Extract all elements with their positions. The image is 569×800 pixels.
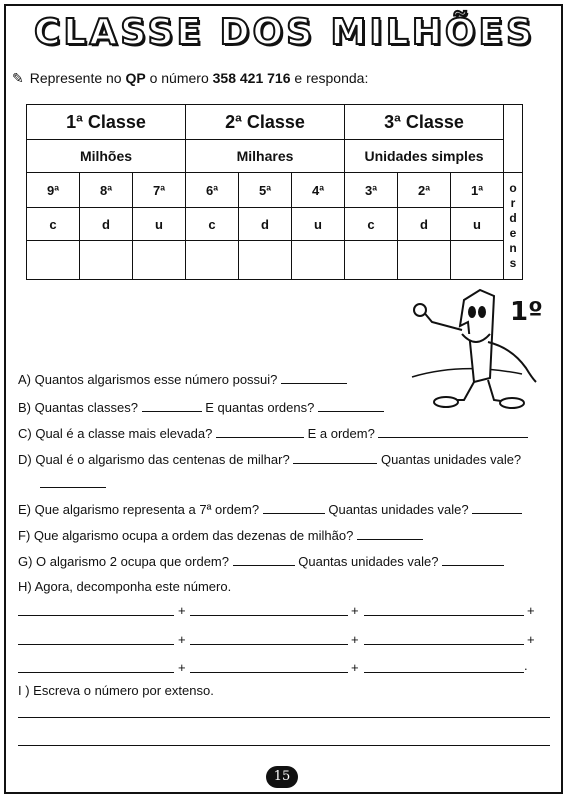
decomposition-line[interactable] <box>364 643 524 645</box>
plus-sign: + <box>351 660 359 675</box>
page-number: 15 <box>266 766 298 788</box>
cdu-cell: c <box>27 208 80 241</box>
answer-line-d1[interactable] <box>293 451 377 464</box>
order-cell: 6ª <box>186 173 239 208</box>
question-b <box>18 399 384 415</box>
order-cell: 4ª <box>292 173 345 208</box>
cdu-cell: d <box>398 208 451 241</box>
ordens-letter: n <box>509 241 517 255</box>
digit-input-cell[interactable] <box>451 241 504 280</box>
cdu-cell: u <box>451 208 504 241</box>
order-cell: 9ª <box>27 173 80 208</box>
plus-sign: + <box>527 632 535 647</box>
order-cell: 3ª <box>345 173 398 208</box>
question-g-text-2: Quantas unidades vale? <box>298 554 439 569</box>
extenso-line[interactable] <box>18 744 550 746</box>
answer-line-d2[interactable] <box>40 486 106 488</box>
intro-middle: o número <box>145 70 213 86</box>
decomposition-line[interactable] <box>18 614 174 616</box>
answer-line-c1[interactable] <box>216 425 304 438</box>
class-header-3: 3ª Classe <box>345 105 504 140</box>
question-f-text: F) Que algarismo ocupa a ordem das dezenas de milhão? <box>18 528 354 543</box>
question-i-text: I ) Escreva o número por extenso. <box>18 683 214 698</box>
intro-suffix: e responda: <box>290 70 369 86</box>
question-b-text-2: E quantas ordens? <box>205 400 315 415</box>
order-cell: 5ª <box>239 173 292 208</box>
ordens-letter: r <box>510 196 516 210</box>
decomposition-line[interactable] <box>364 614 524 616</box>
class-header-1: 1ª Classe <box>27 105 186 140</box>
question-h <box>18 579 231 594</box>
class-name-2: Milhares <box>186 140 345 173</box>
digit-input-cell[interactable] <box>133 241 186 280</box>
plus-sign: + <box>178 603 186 618</box>
question-c-text-2: E a ordem? <box>307 426 375 441</box>
ordens-vertical-label <box>504 173 523 280</box>
class-name-3: Unidades simples <box>345 140 504 173</box>
decomposition-line[interactable] <box>190 671 348 673</box>
question-d-text-1: D) Qual é o algarismo das centenas de milhar? <box>18 452 290 467</box>
decomposition-line[interactable] <box>364 671 524 673</box>
order-cell: 2ª <box>398 173 451 208</box>
question-f <box>18 527 423 543</box>
question-a <box>18 371 347 387</box>
extenso-line[interactable] <box>18 716 550 718</box>
question-e-text-1: E) Que algarismo representa a 7ª ordem? <box>18 502 260 517</box>
cdu-cell: c <box>345 208 398 241</box>
decomposition-line[interactable] <box>18 671 174 673</box>
class-header-2: 2ª Classe <box>186 105 345 140</box>
digit-input-cell[interactable] <box>27 241 80 280</box>
mascot-label: 1º <box>510 297 543 327</box>
decomposition-line[interactable] <box>18 643 174 645</box>
cdu-cell: u <box>133 208 186 241</box>
answer-line-e1[interactable] <box>263 501 325 514</box>
pencil-icon: ✎ <box>12 70 24 86</box>
plus-sign: + <box>178 632 186 647</box>
answer-line-g1[interactable] <box>233 553 295 566</box>
answer-line-e2[interactable] <box>472 501 522 514</box>
intro-instruction <box>12 70 368 87</box>
question-a-text: A) Quantos algarismos esse número possui? <box>18 372 278 387</box>
order-cell: 7ª <box>133 173 186 208</box>
intro-prefix: Represente no <box>29 70 126 86</box>
table-corner-cell <box>504 105 523 173</box>
question-c <box>18 425 528 441</box>
place-value-table <box>26 104 523 280</box>
ordens-letter: e <box>509 226 517 240</box>
order-cell: 1ª <box>451 173 504 208</box>
cdu-cell: c <box>186 208 239 241</box>
plus-sign: + <box>527 603 535 618</box>
answer-line-b1[interactable] <box>142 399 202 412</box>
digit-input-cell[interactable] <box>398 241 451 280</box>
decomposition-line[interactable] <box>190 614 348 616</box>
number-one-mascot-illustration <box>402 282 560 412</box>
intro-qp: QP <box>125 70 146 86</box>
order-cell: 8ª <box>80 173 133 208</box>
class-name-1: Milhões <box>27 140 186 173</box>
ordens-letter: s <box>509 256 517 270</box>
digit-input-cell[interactable] <box>80 241 133 280</box>
question-b-text-1: B) Quantas classes? <box>18 400 138 415</box>
question-g-text-1: G) O algarismo 2 ocupa que ordem? <box>18 554 229 569</box>
ordens-letter: d <box>509 211 517 225</box>
digit-input-cell[interactable] <box>239 241 292 280</box>
question-d <box>18 451 521 467</box>
ordens-letter: o <box>509 181 517 195</box>
plus-sign: + <box>178 660 186 675</box>
end-dot: . <box>524 658 528 673</box>
plus-sign: + <box>351 632 359 647</box>
answer-line-b2[interactable] <box>318 399 384 412</box>
answer-line-f[interactable] <box>357 527 423 540</box>
digit-input-cell[interactable] <box>292 241 345 280</box>
question-h-text: H) Agora, decomponha este número. <box>18 579 232 594</box>
intro-number: 358 421 716 <box>212 70 291 86</box>
question-c-text-1: C) Qual é a classe mais elevada? <box>18 426 213 441</box>
question-e-text-2: Quantas unidades vale? <box>328 502 469 517</box>
question-d-text-2: Quantas unidades vale? <box>380 452 522 467</box>
question-e <box>18 501 522 517</box>
answer-line-a[interactable] <box>281 371 347 384</box>
digit-input-cell[interactable] <box>345 241 398 280</box>
cdu-cell: d <box>80 208 133 241</box>
digit-input-cell[interactable] <box>186 241 239 280</box>
cdu-cell: d <box>239 208 292 241</box>
decomposition-line[interactable] <box>190 643 348 645</box>
page-title: CLASSE DOS MILHÕES <box>34 12 535 53</box>
answer-line-c2[interactable] <box>378 425 528 438</box>
question-i <box>18 683 214 698</box>
question-g <box>18 553 504 569</box>
plus-sign: + <box>351 603 359 618</box>
cdu-cell: u <box>292 208 345 241</box>
answer-line-g2[interactable] <box>442 553 504 566</box>
